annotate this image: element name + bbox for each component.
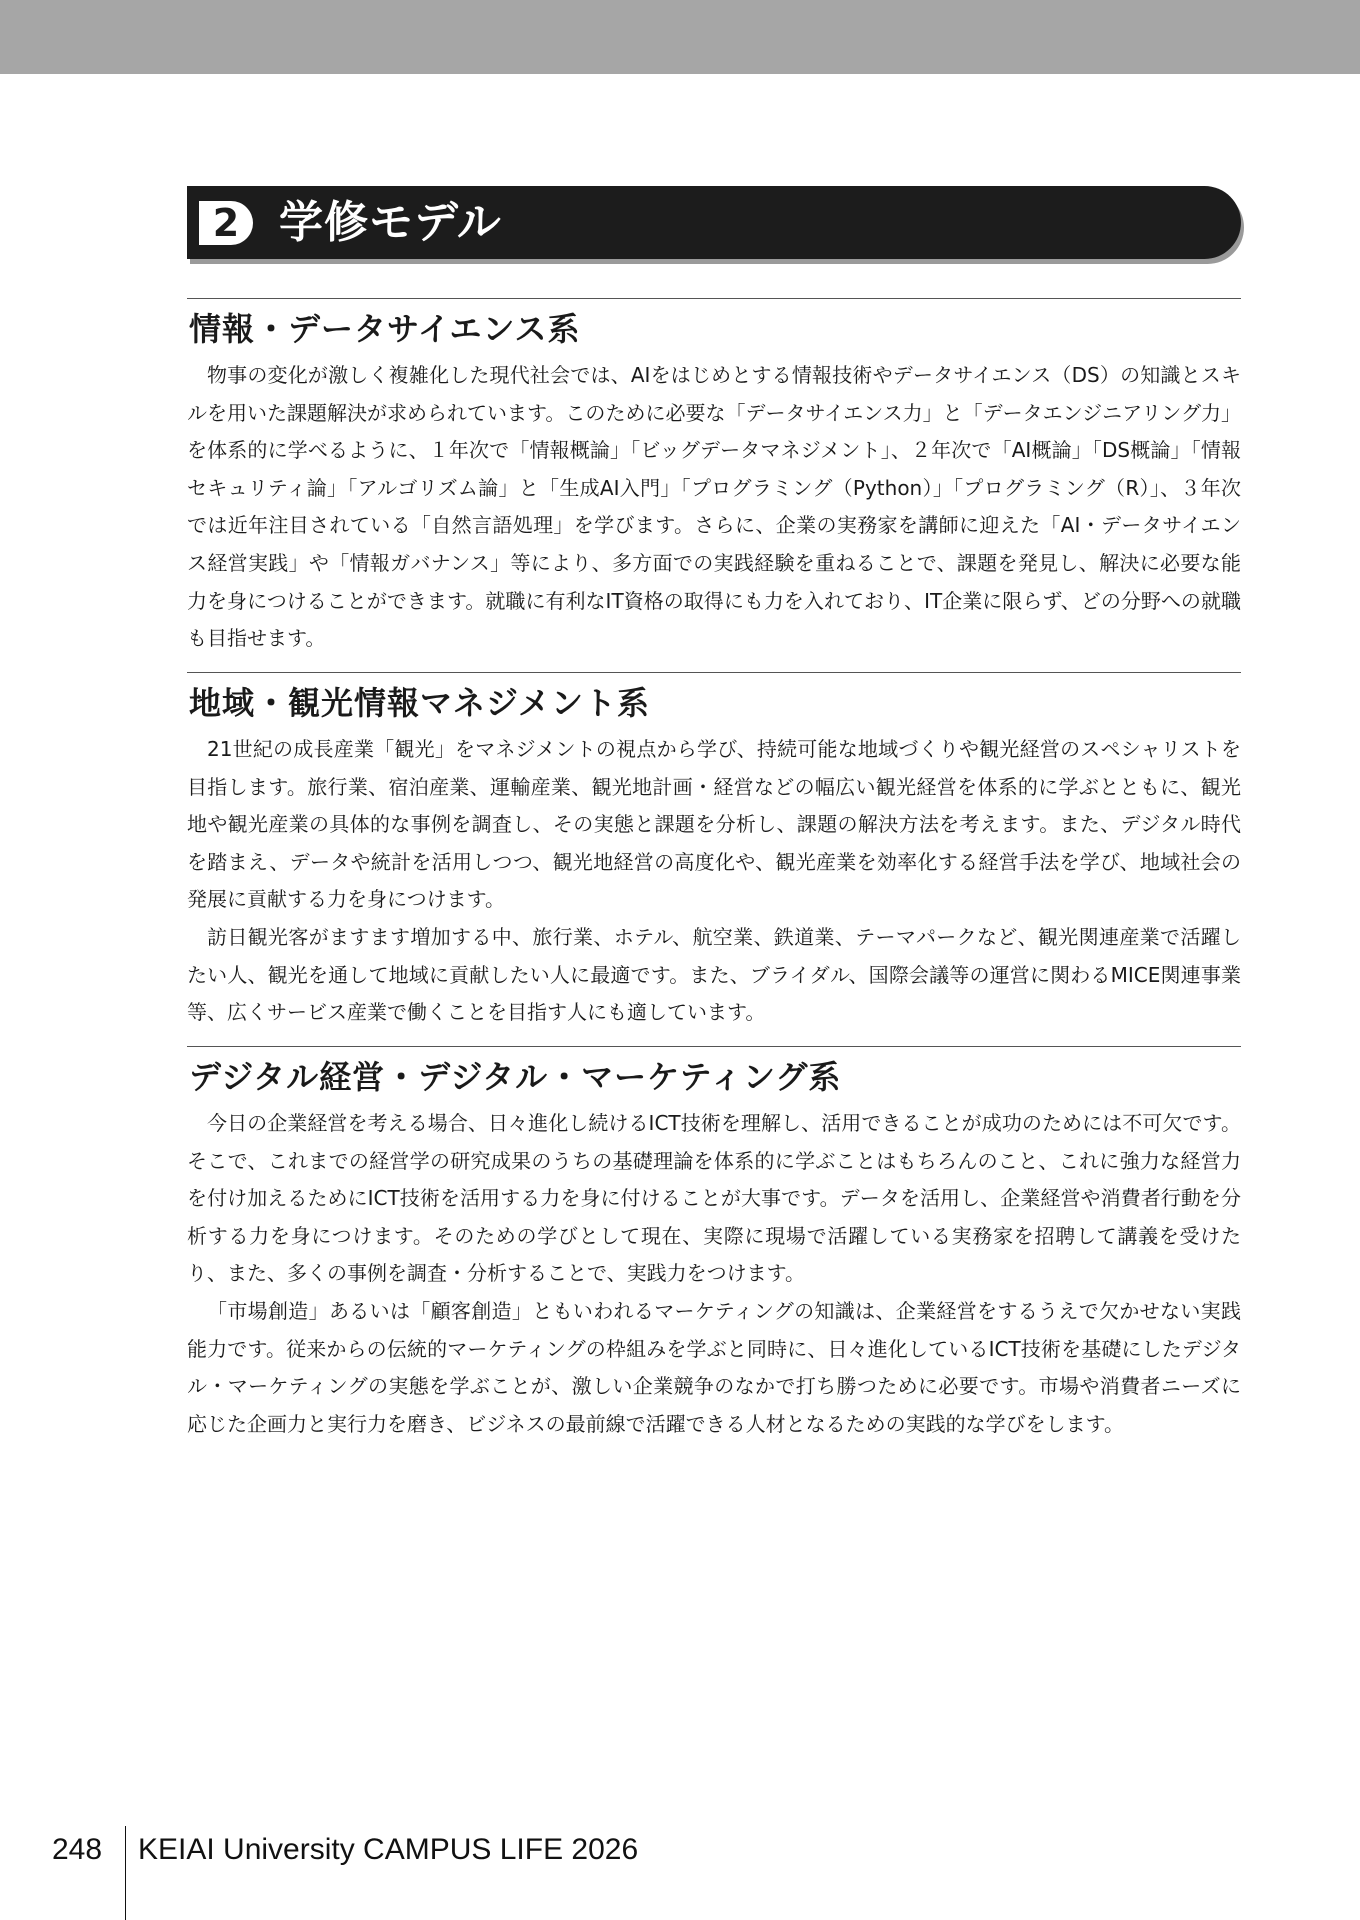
section-paragraph: 21世紀の成長産業「観光」をマネジメントの視点から学び、持続可能な地域づくりや観光経営のスペシャリストを目指します。旅行業、宿泊産業、運輸産業、観光地計画・経営などの幅広い観光経営を体系的に学ぶとともに、観光地や観光産業の具体的な事例を調査し、その実態と課題を分析し、課題の解決方法を考えます。また、デジタル時代を踏まえ、データや統計を活用しつつ、観光地経営の高度化や、観光産業を効率化する経営手法を学び、地域社会の発展に貢献する力を身につけます。 [187,737,1241,912]
chapter-title: 学修モデル [279,197,502,248]
section-paragraph: 訪日観光客がますます増加する中、旅行業、ホテル、航空業、鉄道業、テーマパークなど、観光関連産業で活躍したい人、観光を通して地域に貢献したい人に最適です。また、ブライダル、国際会議等の運営に関わるMICE関連事業等、広くサービス産業で働くことを目指す人にも適しています。 [187,924,1241,1025]
chapter-header [187,186,1241,259]
top-margin-band [0,0,1360,74]
chapter-number-badge: 2 [199,201,253,245]
footer-divider [125,1826,126,1920]
publication-title: KEIAI University CAMPUS LIFE 2026 [138,1833,639,1866]
section-heading: デジタル経営・デジタル・マーケティング系 [189,1058,842,1096]
section-divider [187,1046,1241,1047]
section-heading: 地域・観光情報マネジメント系 [189,684,651,722]
section-regional-tourism-management [187,672,1241,1032]
section-paragraph: 今日の企業経営を考える場合、日々進化し続けるICT技術を理解し、活用できることが成功のためには不可欠です。そこで、これまでの経営学の研究成果のうちの基礎理論を体系的に学ぶことはもちろんのこと、これに強力な経営力を付け加えるためにICT技術を活用する力を身に付けることが大事です。データを活用し、企業経営や消費者行動を分析する力を身につけます。そのための学びとして現在、実際に現場で活躍している実務家を招聘して講義を受けたり、また、多くの事例を調査・分析することで、実践力をつけます。 [187,1111,1241,1286]
page-number: 248 [52,1833,103,1866]
section-divider [187,672,1241,673]
section-information-data-science [187,298,1241,658]
section-divider [187,298,1241,299]
section-paragraph: 物事の変化が激しく複雑化した現代社会では、AIをはじめとする情報技術やデータサイエンス（DS）の知識とスキルを用いた課題解決が求められています。このために必要な「データサイエンス力」と「データエンジニアリング力」を体系的に学べるように、１年次で「情報概論」「ビッグデータマネジメント」、２年次で「AI概論」「DS概論」「情報セキュリティ論」「アルゴリズム論」と「生成AI入門」「プログラミング（Python）」「プログラミング（R）」、３年次では近年注目されている「自然言語処理」を学びます。さらに、企業の実務家を講師に迎えた「AI・データサイエンス経営実践」や「情報ガバナンス」等により、多方面での実践経験を重ねることで、課題を発見し、解決に必要な能力を身につけることができます。就職に有利なIT資格の取得にも力を入れており、IT企業に限らず、どの分野への就職も目指せます。 [187,363,1241,651]
section-heading: 情報・データサイエンス系 [189,310,581,348]
section-paragraph: 「市場創造」あるいは「顧客創造」ともいわれるマーケティングの知識は、企業経営をするうえで欠かせない実践能力です。従来からの伝統的マーケティングの枠組みを学ぶと同時に、日々進化しているICT技術を基礎にしたデジタル・マーケティングの実態を学ぶことが、激しい企業競争のなかで打ち勝つために必要です。市場や消費者ニーズに応じた企画力と実行力を磨き、ビジネスの最前線で活躍できる人材となるための実践的な学びをします。 [187,1298,1241,1436]
section-digital-management-marketing [187,1046,1241,1443]
